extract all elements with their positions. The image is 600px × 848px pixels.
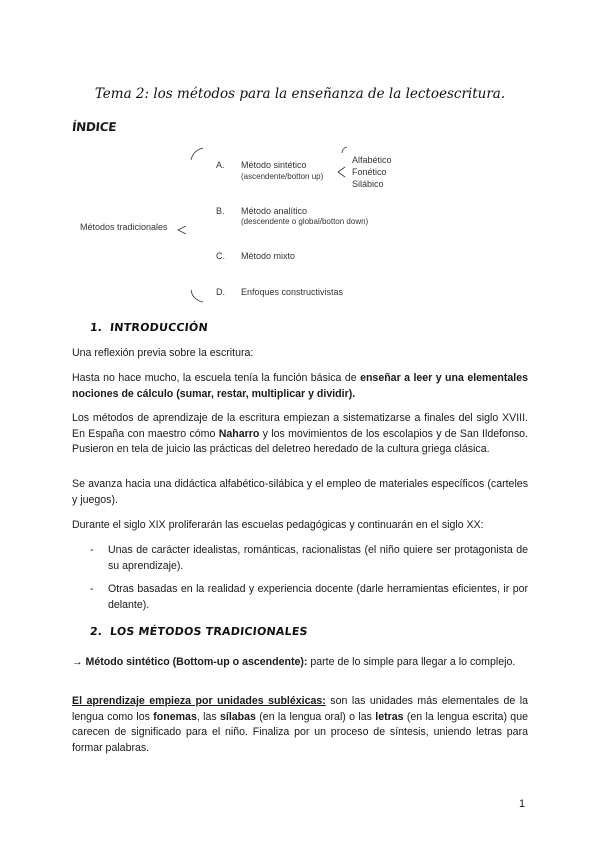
- diagram-item-letter: C.: [216, 251, 225, 261]
- text-run: (en la lengua escrita) que carecen de significado para el niño. Finaliza por un proceso de síntesis, uniendo letras para formar palabras.: [72, 710, 528, 754]
- diagram-item-label: Método analítico: [241, 206, 308, 216]
- section-number: 1.: [89, 321, 103, 334]
- diagram-item-letter: A.: [216, 160, 225, 170]
- section-heading-introduccion: [89, 321, 208, 334]
- paragraph: [72, 411, 528, 458]
- subtype-item: Fonético: [352, 167, 387, 177]
- index-heading: ÍNDICE: [71, 120, 117, 134]
- bullet-dash: -: [90, 544, 94, 556]
- bullet-dash: -: [90, 583, 94, 595]
- text-run: (en la lengua oral) o las: [255, 710, 376, 723]
- diagram-root: Métodos tradicionales: [80, 222, 168, 232]
- list-item-text: Unas de carácter idealistas, románticas, racionalistas (el niño quiere ser protagonista de su aprendizaje).: [108, 544, 528, 572]
- diagram-item-sub: (ascendente/botton up): [241, 172, 324, 181]
- text-run: , las: [196, 710, 220, 723]
- bold-text: enseñar a leer y una elementales nociones de cálculo (sumar, restar, multiplicar y dividir).: [72, 372, 528, 400]
- bold-text: Método sintético (Bottom-up o ascendente):: [85, 656, 308, 668]
- diagram-item-label: Método mixto: [241, 251, 296, 261]
- list-item-text: Otras basadas en la realidad y experiencia docente (darle herramientas eficientes, ir por delante).: [108, 583, 528, 611]
- diagram-item-sub: (descendente o global/botton down): [241, 217, 369, 226]
- section-heading-metodos: [89, 625, 308, 638]
- document-title: Tema 2: los métodos para la enseñanza de la lectoescritura.: [94, 86, 506, 102]
- text-run: parte de lo simple para llegar a lo complejo.: [307, 656, 516, 668]
- arrow-icon: →: [72, 656, 83, 668]
- subtype-item: Silábico: [352, 179, 384, 189]
- text-run: son las unidades más elementales de la lengua como los: [72, 695, 528, 723]
- text-run: Hasta no hace mucho, la escuela tenía la función básica de: [72, 372, 361, 384]
- text-run: Los métodos de aprendizaje de la escritura empiezan a sistematizarse a finales del siglo XVIII. En España con maestro cómo: [72, 412, 528, 440]
- bold-text: Naharro: [218, 427, 260, 440]
- text-run: y los movimientos de los escolapios y de San Ildefonso. Pusieron en tela de juicio las prácticas del deletreo heredado de la cultura griega clásica.: [72, 427, 528, 455]
- paragraph: Durante el siglo XIX proliferarán las escuelas pedagógicas y continuarán en el siglo XX:: [72, 519, 484, 531]
- paragraph: [72, 694, 528, 756]
- diagram-item-letter: B.: [216, 206, 225, 216]
- main-bracket-icon: [191, 148, 203, 160]
- bold-text: letras: [375, 710, 404, 723]
- section-title: INTRODUCCIÓN: [109, 321, 209, 334]
- paragraph: Una reflexión previa sobre la escritura:: [72, 347, 254, 359]
- diagram-item-label: Enfoques constructivistas: [241, 287, 344, 297]
- diagram-item-label: Método sintético: [241, 160, 307, 170]
- paragraph: Se avanza hacia una didáctica alfabético-silábica y el empleo de materiales específicos (carteles y juegos).: [72, 478, 528, 506]
- underlined-bold-text: El aprendizaje empieza por unidades subléxicas:: [72, 695, 326, 707]
- diagram-item-letter: D.: [216, 287, 225, 297]
- bold-text: fonemas: [153, 710, 197, 723]
- section-number: 2.: [89, 625, 103, 638]
- sub-bracket-icon: [342, 147, 347, 153]
- bold-text: sílabas: [220, 710, 256, 723]
- page-number: 1: [519, 798, 526, 810]
- subtype-item: Alfabético: [352, 155, 392, 165]
- paragraph: [72, 655, 528, 671]
- paragraph: [72, 371, 528, 402]
- section-title: LOS MÉTODOS TRADICIONALES: [109, 625, 309, 638]
